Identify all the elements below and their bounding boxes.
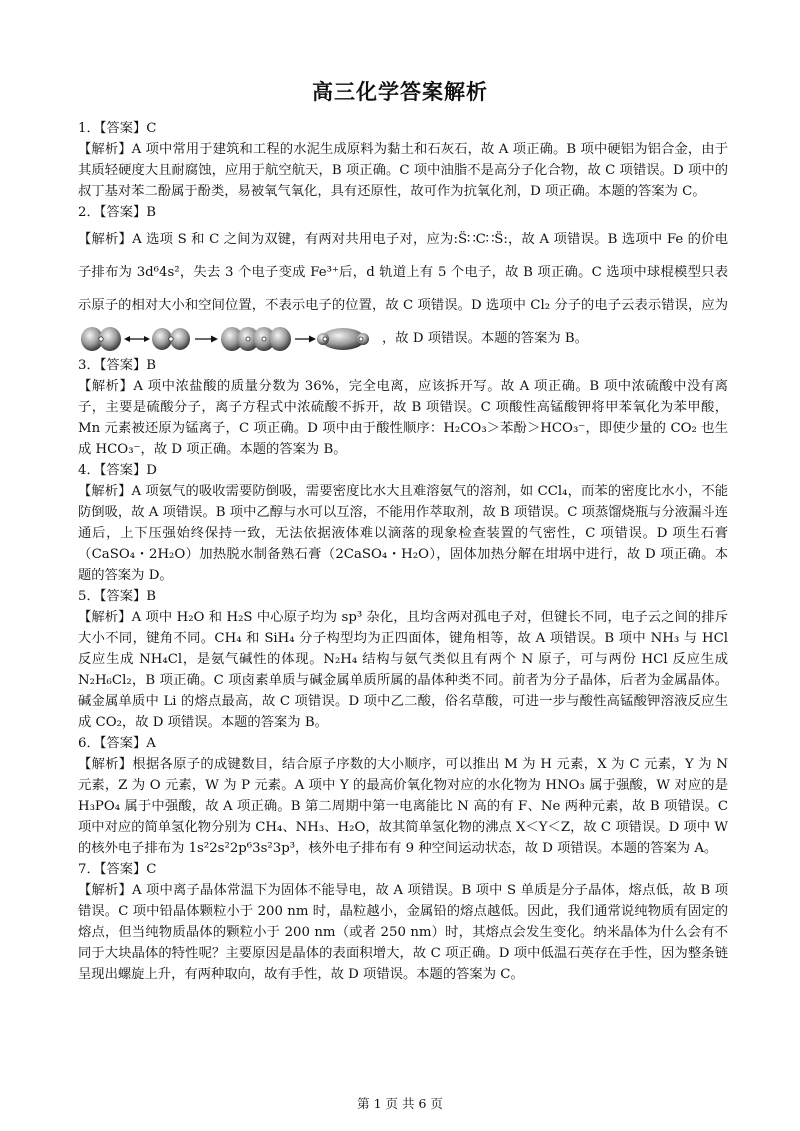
orbital-group-3 <box>221 327 291 351</box>
answer-line: 6．【答案】A <box>78 736 156 751</box>
answer-line: 4．【答案】D <box>78 463 157 478</box>
explanation-text: 【解析】A 项中浓盐酸的质量分数为 36%，完全电离，应该拆开写。故 A 项正确。B 项中浓硫酸中没有离子，主要是硫酸分子，离子方程式中浓硫酸不拆开，故 B 项错误。C 项酸性高锰酸钾将甲苯氧化为苯甲酸，Mn 元素被还原为锰离子，C 项正确。D 项中由于酸性顺序：H₂CO₃＞苯酚＞HCO₃⁻，即使少量的 CO₂ 也生成 HCO₃⁻，故 D 项正确。本题的答案为 B。 <box>78 379 728 457</box>
page-number: 第 1 页 共 6 页 <box>357 1096 443 1111</box>
answer-line: 5．【答案】B <box>78 589 157 604</box>
arrow-right-1 <box>195 335 218 342</box>
arrow-right-2 <box>295 335 316 342</box>
answer-line: 3．【答案】B <box>78 358 157 373</box>
explanation-part-1: 【解析】A 选项 S 和 C 之间为双键，有两对共用电子对，应为 <box>78 232 454 247</box>
answer-line: 2．【答案】B <box>78 205 157 220</box>
electron-cloud-diagram-icon <box>80 324 380 354</box>
question-4 <box>78 460 728 586</box>
answer-content <box>78 118 728 985</box>
question-2 <box>78 202 728 355</box>
question-7 <box>78 859 728 985</box>
explanation-text: 【解析】A 项氨气的吸收需要防倒吸，需要密度比水大且难溶氨气的溶剂，如 CCl₄，而苯的密度比水小，不能防倒吸，故 A 项错误。B 项中乙醇与水可以互溶，不能用作萃取剂，故 B 项错误。C 项蒸馏烧瓶与分液漏斗连通后，上下压强始终保持一致，无法依据液体难以滴落的现象检查装置的气密性，C 项错误。D 项生石膏（CaSO₄・2H₂O）加热脱水制备熟石膏（2CaSO₄・H₂O），固体加热分解在坩埚中进行，故 D 项正确。本题的答案为 D。 <box>78 484 728 583</box>
explanation-text: 【解析】A 项中常用于建筑和工程的水泥生成原料为黏土和石灰石，故 A 项正确。B 项中硬铝为铝合金，由于其质轻硬度大且耐腐蚀，应用于航空航天，B 项正确。C 项中油脂不是高分子化合物，故 C 项错误。D 项中的叔丁基对苯二酚属于酚类，易被氧气氧化，具有还原性，故可作为抗氧化剂，D 项正确。本题的答案为 C。 <box>78 142 728 199</box>
answer-line: 7．【答案】C <box>78 862 157 877</box>
explanation-text <box>78 223 728 355</box>
answer-line: 1．【答案】C <box>78 121 157 136</box>
orbital-merged <box>317 328 369 350</box>
question-5 <box>78 586 728 733</box>
question-3 <box>78 355 728 460</box>
orbital-pair-2 <box>152 328 190 350</box>
question-6 <box>78 733 728 859</box>
question-1 <box>78 118 728 202</box>
cs2-electron-formula: :S̈∷C∷S̈: <box>453 232 508 247</box>
explanation-part-3: ，故 D 项错误。本题的答案为 B。 <box>382 331 588 346</box>
explanation-text: 【解析】A 项中 H₂O 和 H₂S 中心原子均为 sp³ 杂化，且均含两对孤电子对，但键长不同，电子云之间的排斥大小不同，键角不同。CH₄ 和 SiH₄ 分子构型均为正四面体，键角相等，故 A 项错误。B 项中 NH₃ 与 HCl 反应生成 NH₄Cl，是氨气碱性的体现。N₂H₄ 结构与氨气类似且有两个 N 原子，可与两份 HCl 反应生成 N₂H₆Cl₂，B 项正确。C 项卤素单质与碱金属单质所属的晶体种类不同。前者为分子晶体，后者为金属晶体。碱金属单质中 Li 的熔点最高，故 C 项错误。D 项中乙二酸，俗名草酸，可进一步与酸性高锰酸钾溶液反应生成 CO₂，故 D 项错误。本题的答案为 B。 <box>78 610 728 730</box>
orbital-pair-1 <box>81 327 121 351</box>
arrow-double <box>124 336 150 342</box>
explanation-text: 【解析】A 项中离子晶体常温下为固体不能导电，故 A 项错误。B 项中 S 单质是分子晶体，熔点低，故 B 项错误。C 项中铅晶体颗粒小于 200 nm 时，晶粒越小，金属铅的熔点越低。因此，我们通常说纯物质有固定的熔点，但当纯物质晶体的颗粒小于 200 nm（或者 250 nm）时，其熔点会发生变化。纳米晶体为什么会有不同于大块晶体的特性呢？主要原因是晶体的表面积增大，故 C 项正确。D 项中低温石英存在手性，因为整条链呈现出螺旋上升，有两种取向，故有手性，故 D 项错误。本题的答案为 C。 <box>78 883 728 982</box>
page-title: 高三化学答案解析 <box>312 80 488 104</box>
explanation-part-2: ，故 A 项错误。B 选项中 Fe 的价电子排布为 3d⁶4s²，失去 3 个电子变成 Fe³⁺后，d 轨道上有 5 个电子，故 B 项正确。C 选项中球棍模型只表示原子的相对大小和空间位置，不表示电子的位置，故 C 项错误。D 选项中 Cl₂ 分子的电子云表示错误，应为 <box>78 232 728 313</box>
explanation-text: 【解析】根据各原子的成键数目，结合原子序数的大小顺序，可以推出 M 为 H 元素，X 为 C 元素，Y 为 N 元素，Z 为 O 元素，W 为 P 元素。A 项中 Y 的最高价氧化物对应的水化物为 HNO₃ 属于强酸，W 对应的是 H₃PO₄ 属于中强酸，故 A 项正确。B 第二周期中第一电离能比 N 高的有 F、Ne 两种元素，故 B 项错误。C 项中对应的简单氢化物分别为 CH₄、NH₃、H₂O，故其简单氢化物的沸点 X＜Y＜Z，故 C 项错误。D 项中 W 的核外电子排布为 1s²2s²2p⁶3s²3p³，核外电子排布有 9 种空间运动状态，故 D 项错误。本题的答案为 A。 <box>78 757 728 856</box>
